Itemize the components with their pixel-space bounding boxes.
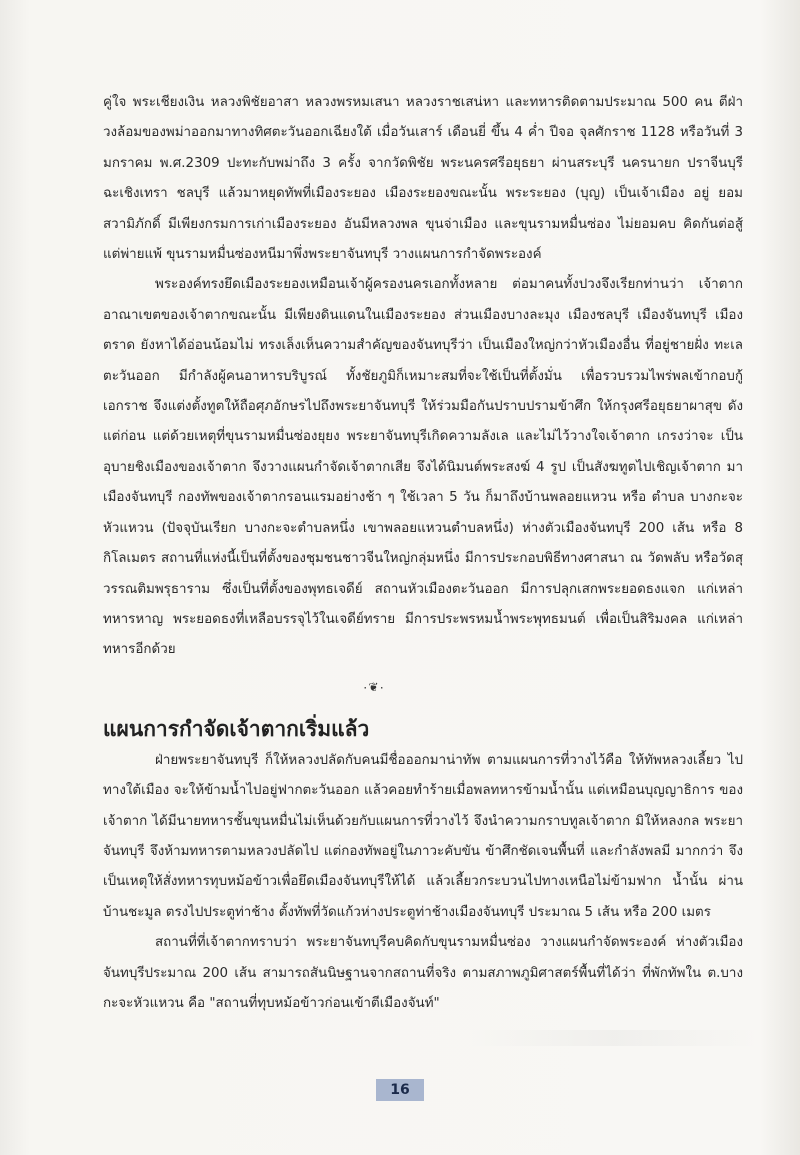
section-paragraph-2: สถานที่ที่เจ้าตากทราบว่า พระยาจันทบุรีคบคิดกับขุนรามหมื่นซ่อง วางแผนกำจัดพระองค์ ห่างตัวเมือง จันทบุรีประมาณ 200 เส้น สามารถสันนิษฐานจากสถานที่จริง ตามสภาพภูมิศาสตร์พื้นที่ได้ว่า ที่พักทัพใน ต.บางกะจะหัวแหวน คือ "สถานที่ทุบหม้อข้าวก่อนเข้าตีเมืองจันท์" [103, 935, 743, 1011]
section-paragraph-1: ฝ่ายพระยาจันทบุรี ก็ให้หลวงปลัดกับคนมีชื่อออกมาน่าทัพ ตามแผนการที่วางไว้คือ ให้ทัพหลวงเลี้ยว ไปทางใต้เมือง จะให้ข้ามน้ำไปอยู่ฟากตะวันออก แล้วคอยทำร้ายเมื่อพลทหารข้ามน้ำนั้น แต่เหมือนบุญญาธิการ ของเจ้าตาก ได้มีนายทหารชั้นขุนหมื่นไม่เห็นด้วยกับแผนการที่วางไว้ จึงนำความกราบทูลเจ้าตาก มิให้หลงกล พระยาจันทบุรี จึงห้ามทหารตามหลวงปลัดไป แต่กองทัพอยู่ในภาวะคับขัน ข้าศึกชัดเจนพื้นที่ และกำลังพลมี มากกว่า จึงเป็นเหตุให้สั่งทหารทุบหม้อข้าวเพื่อยึดเมืองจันทบุรีให้ได้ แล้วเลี้ยวกระบวนไปทางเหนือไม่ข้ามฟาก น้ำนั้น ผ่านบ้านชะมูล ตรงไปประตูท่าช้าง ตั้งทัพที่วัดแก้วห่างประตูท่าช้างเมืองจันทบุรี ประมาณ 5 เส้น หรือ 200 เมตร [103, 752, 743, 920]
bleed-through-shadow [470, 1030, 760, 1046]
page-content [103, 88, 743, 1019]
paragraph-1: คู่ใจ พระเชียงเงิน หลวงพิชัยอาสา หลวงพรหมเสนา หลวงราชเสน่หา และทหารติดตามประมาณ 500 คน ตีฝ่าวงล้อมของพม่าออกมาทางทิศตะวันออกเฉียงใต้ เมื่อวันเสาร์ เดือนยี่ ขึ้น 4 ค่ำ ปีจอ จุลศักราช 1128 หรือวันที่ 3 มกราคม พ.ศ.2309 ปะทะกับพม่าถึง 3 ครั้ง จากวัดพิชัย พระนครศรีอยุธยา ผ่านสระบุรี นครนายก ปราจีนบุรี ฉะเชิงเทรา ชลบุรี แล้วมาหยุดทัพที่เมืองระยอง เมืองระยองขณะนั้น พระระยอง (บุญ) เป็นเจ้าเมือง อยู่ ยอมสวามิภักดิ์ มีเพียงกรมการเก่าเมืองระยอง อันมีหลวงพล ขุนจ่าเมือง และขุนรามหมื่นซ่อง ไม่ยอมคบ คิดกันต่อสู้ แต่พ่ายแพ้ ขุนรามหมื่นซ่องหนีมาพึ่งพระยาจันทบุรี วางแผนการกำจัดพระองค์ [103, 95, 743, 263]
page-number: 16 [376, 1079, 424, 1101]
paragraph-2: พระองค์ทรงยึดเมืองระยองเหมือนเจ้าผู้ครองนครเอกทั้งหลาย ต่อมาคนทั้งปวงจึงเรียกท่านว่า เจ้าตาก อาณาเขตของเจ้าตากขณะนั้น มีเพียงดินแดนในเมืองระยอง ส่วนเมืองบางละมุง เมืองชลบุรี เมืองจันทบุรี เมือง ตราด ยังหาได้อ่อนน้อมไม่ ทรงเล็งเห็นความสำคัญของจันทบุรีว่า เป็นเมืองใหญ่กว่าหัวเมืองอื่น ที่อยู่ชายฝั่ง ทะเลตะวันออก มีกำลังผู้คนอาหารบริบูรณ์ ทั้งชัยภูมิก็เหมาะสมที่จะใช้เป็นที่ตั้งมั่น เพื่อรวบรวมไพร่พลเข้ากอบกู้ เอกราช จึงแต่งตั้งทูตให้ถือศุภอักษรไปถึงพระยาจันทบุรี ให้ร่วมมือกันปราบปรามข้าศึก ให้กรุงศรีอยุธยาผาสุข ดังแต่ก่อน แต่ด้วยเหตุที่ขุนรามหมื่นซ่องยุยง พระยาจันทบุรีเกิดความลังเล และไม่ไว้วางใจเจ้าตาก เกรงว่าจะ เป็นอุบายชิงเมืองของเจ้าตาก จึงวางแผนกำจัดเจ้าตากเสีย จึงได้นิมนต์พระสงฆ์ 4 รูป เป็นสังฆทูตไปเชิญเจ้าตาก มาเมืองจันทบุรี กองทัพของเจ้าตากรอนแรมอย่างช้า ๆ ใช้เวลา 5 วัน ก็มาถึงบ้านพลอยแหวน หรือ ตำบล บางกะจะหัวแหวน (ปัจจุบันเรียก บางกะจะตำบลหนึ่ง เขาพลอยแหวนตำบลหนึ่ง) ห่างตัวเมืองจันทบุรี 200 เส้น หรือ 8 กิโลเมตร สถานที่แห่งนี้เป็นที่ตั้งของชุมชนชาวจีนใหญ่กลุ่มหนึ่ง มีการประกอบพิธีทางศาสนา ณ วัดพลับ หรือวัดสุวรรณติมพรุธาราม ซึ่งเป็นที่ตั้งของพุทธเจดีย์ สถานหัวเมืองตะวันออก มีการปลุกเสกพระยอดธงแจก แก่เหล่าทหารหาญ พระยอดธงที่เหลือบรรจุไว้ในเจดีย์ทราย มีการประพรหมน้ำพระพุทธมนต์ เพื่อเป็นสิริมงคล แก่เหล่าทหารอีกด้วย [103, 277, 743, 658]
section-heading: แผนการกำจัดเจ้าตากเริ่มแล้ว [103, 716, 370, 741]
ornament-divider-icon: ٠❦٠ [362, 680, 385, 694]
